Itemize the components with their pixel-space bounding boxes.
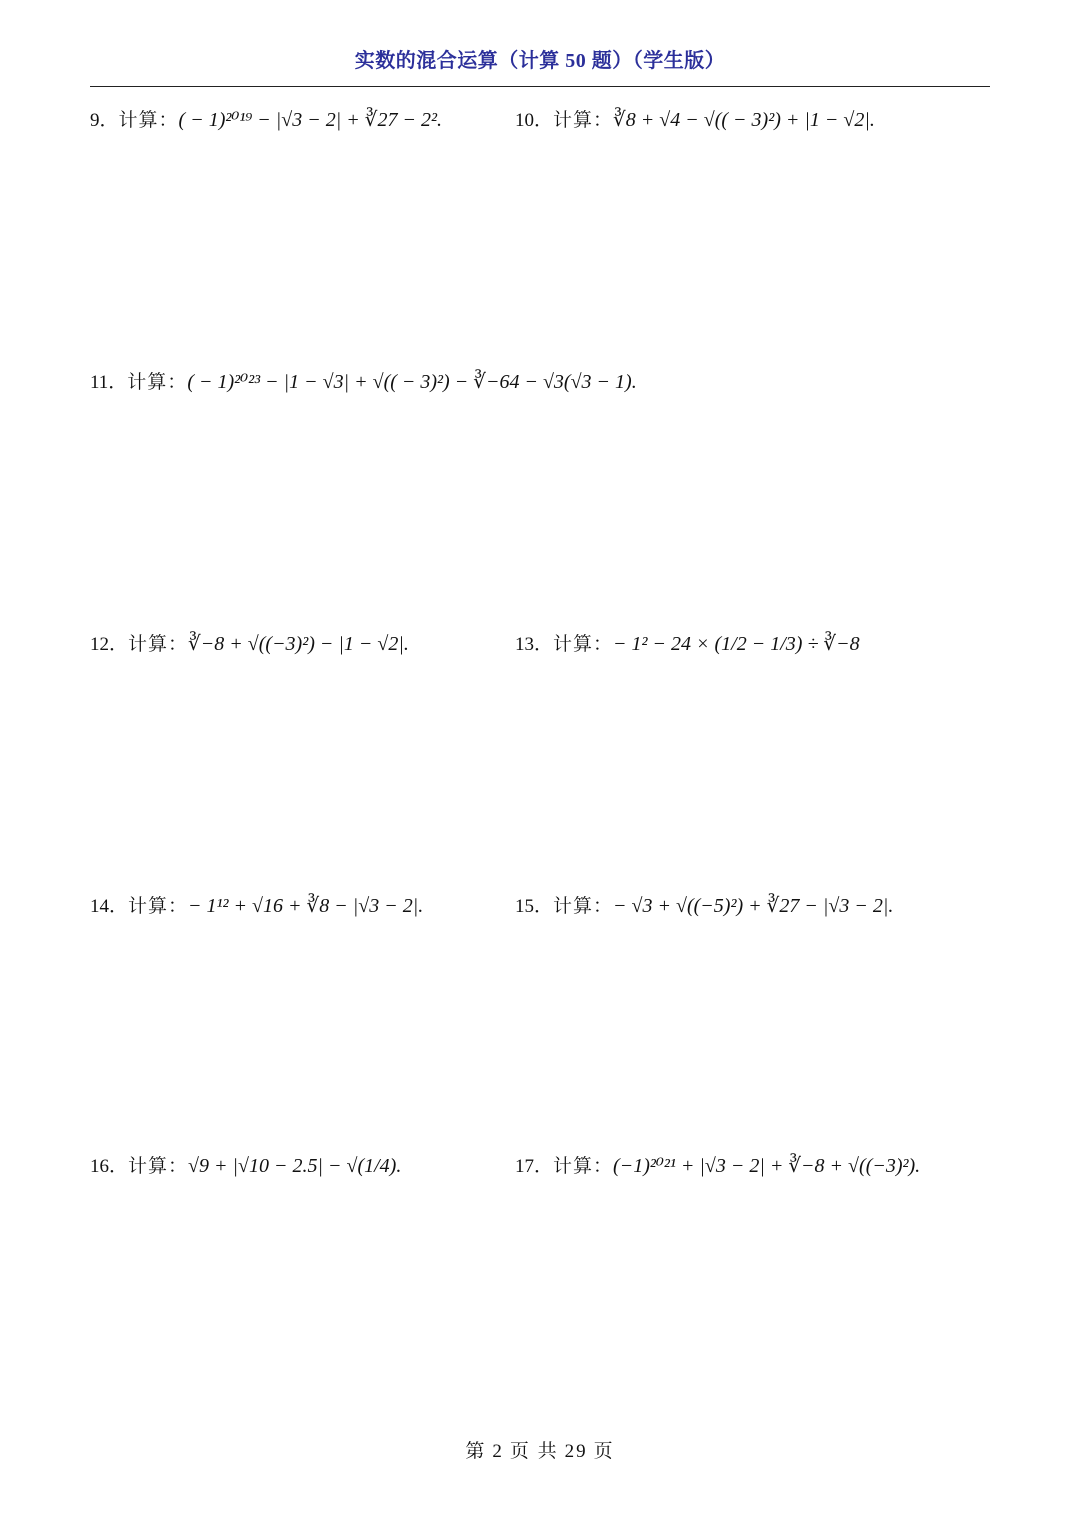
- problem-number: 12．: [90, 634, 129, 655]
- problem-expression: ( − 1)²⁰¹⁹ − |√3 − 2| + ∛27 − 2².: [178, 109, 443, 131]
- problem-label: 计算：: [553, 896, 614, 917]
- problem-15: [515, 896, 893, 916]
- problem-14: [90, 896, 423, 916]
- problem-expression: ∛−8 + √((−3)²) − |1 − √2|.: [188, 633, 409, 655]
- header-divider: [90, 86, 990, 87]
- problem-expression: ( − 1)²⁰²³ − |1 − √3| + √(( − 3)²) − ∛−64 − √3(√3 − 1).: [187, 371, 637, 393]
- problem-10: [515, 110, 875, 130]
- problem-expression: √9 + |√10 − 2.5| − √(1/4).: [188, 1155, 402, 1177]
- problem-expression: (−1)²⁰²¹ + |√3 − 2| + ∛−8 + √((−3)²).: [613, 1155, 921, 1177]
- problem-label: 计算：: [128, 1156, 189, 1177]
- problem-label: 计算：: [553, 1156, 614, 1177]
- problem-label: 计算：: [128, 896, 189, 917]
- problem-expression: − 1² − 24 × (1/2 − 1/3) ÷ ∛−8: [613, 633, 860, 655]
- page-title: 实数的混合运算（计算 50 题）（学生版）: [354, 50, 726, 72]
- page-total: 29: [564, 1441, 588, 1462]
- page-current: 2: [492, 1441, 504, 1462]
- problem-17: [515, 1156, 920, 1176]
- problem-16: [90, 1156, 401, 1176]
- problem-13: [515, 634, 860, 654]
- problem-12: [90, 634, 409, 654]
- page-prefix: 第: [465, 1441, 487, 1462]
- problem-number: 14．: [90, 896, 129, 917]
- problem-number: 13．: [515, 634, 554, 655]
- problem-number: 11．: [90, 372, 128, 393]
- problem-label: 计算：: [128, 634, 189, 655]
- page-suffix: 页: [593, 1441, 615, 1462]
- problem-label: 计算：: [553, 634, 614, 655]
- problem-9: [90, 110, 442, 130]
- problem-11: [90, 372, 637, 392]
- problem-number: 17．: [515, 1156, 554, 1177]
- problem-number: 16．: [90, 1156, 129, 1177]
- problem-label: 计算：: [127, 372, 188, 393]
- problem-expression: − √3 + √((−5)²) + ∛27 − |√3 − 2|.: [613, 895, 894, 917]
- problem-number: 10．: [515, 110, 554, 131]
- page-footer: [0, 1436, 1080, 1463]
- problem-number: 9．: [90, 110, 119, 131]
- problem-expression: − 1¹² + √16 + ∛8 − |√3 − 2|.: [188, 895, 424, 917]
- page-mid: 页 共: [509, 1441, 559, 1462]
- problem-number: 15．: [515, 896, 554, 917]
- problem-label: 计算：: [118, 110, 179, 131]
- problem-expression: ∛8 + √4 − √(( − 3)²) + |1 − √2|.: [613, 109, 875, 131]
- problem-label: 计算：: [553, 110, 614, 131]
